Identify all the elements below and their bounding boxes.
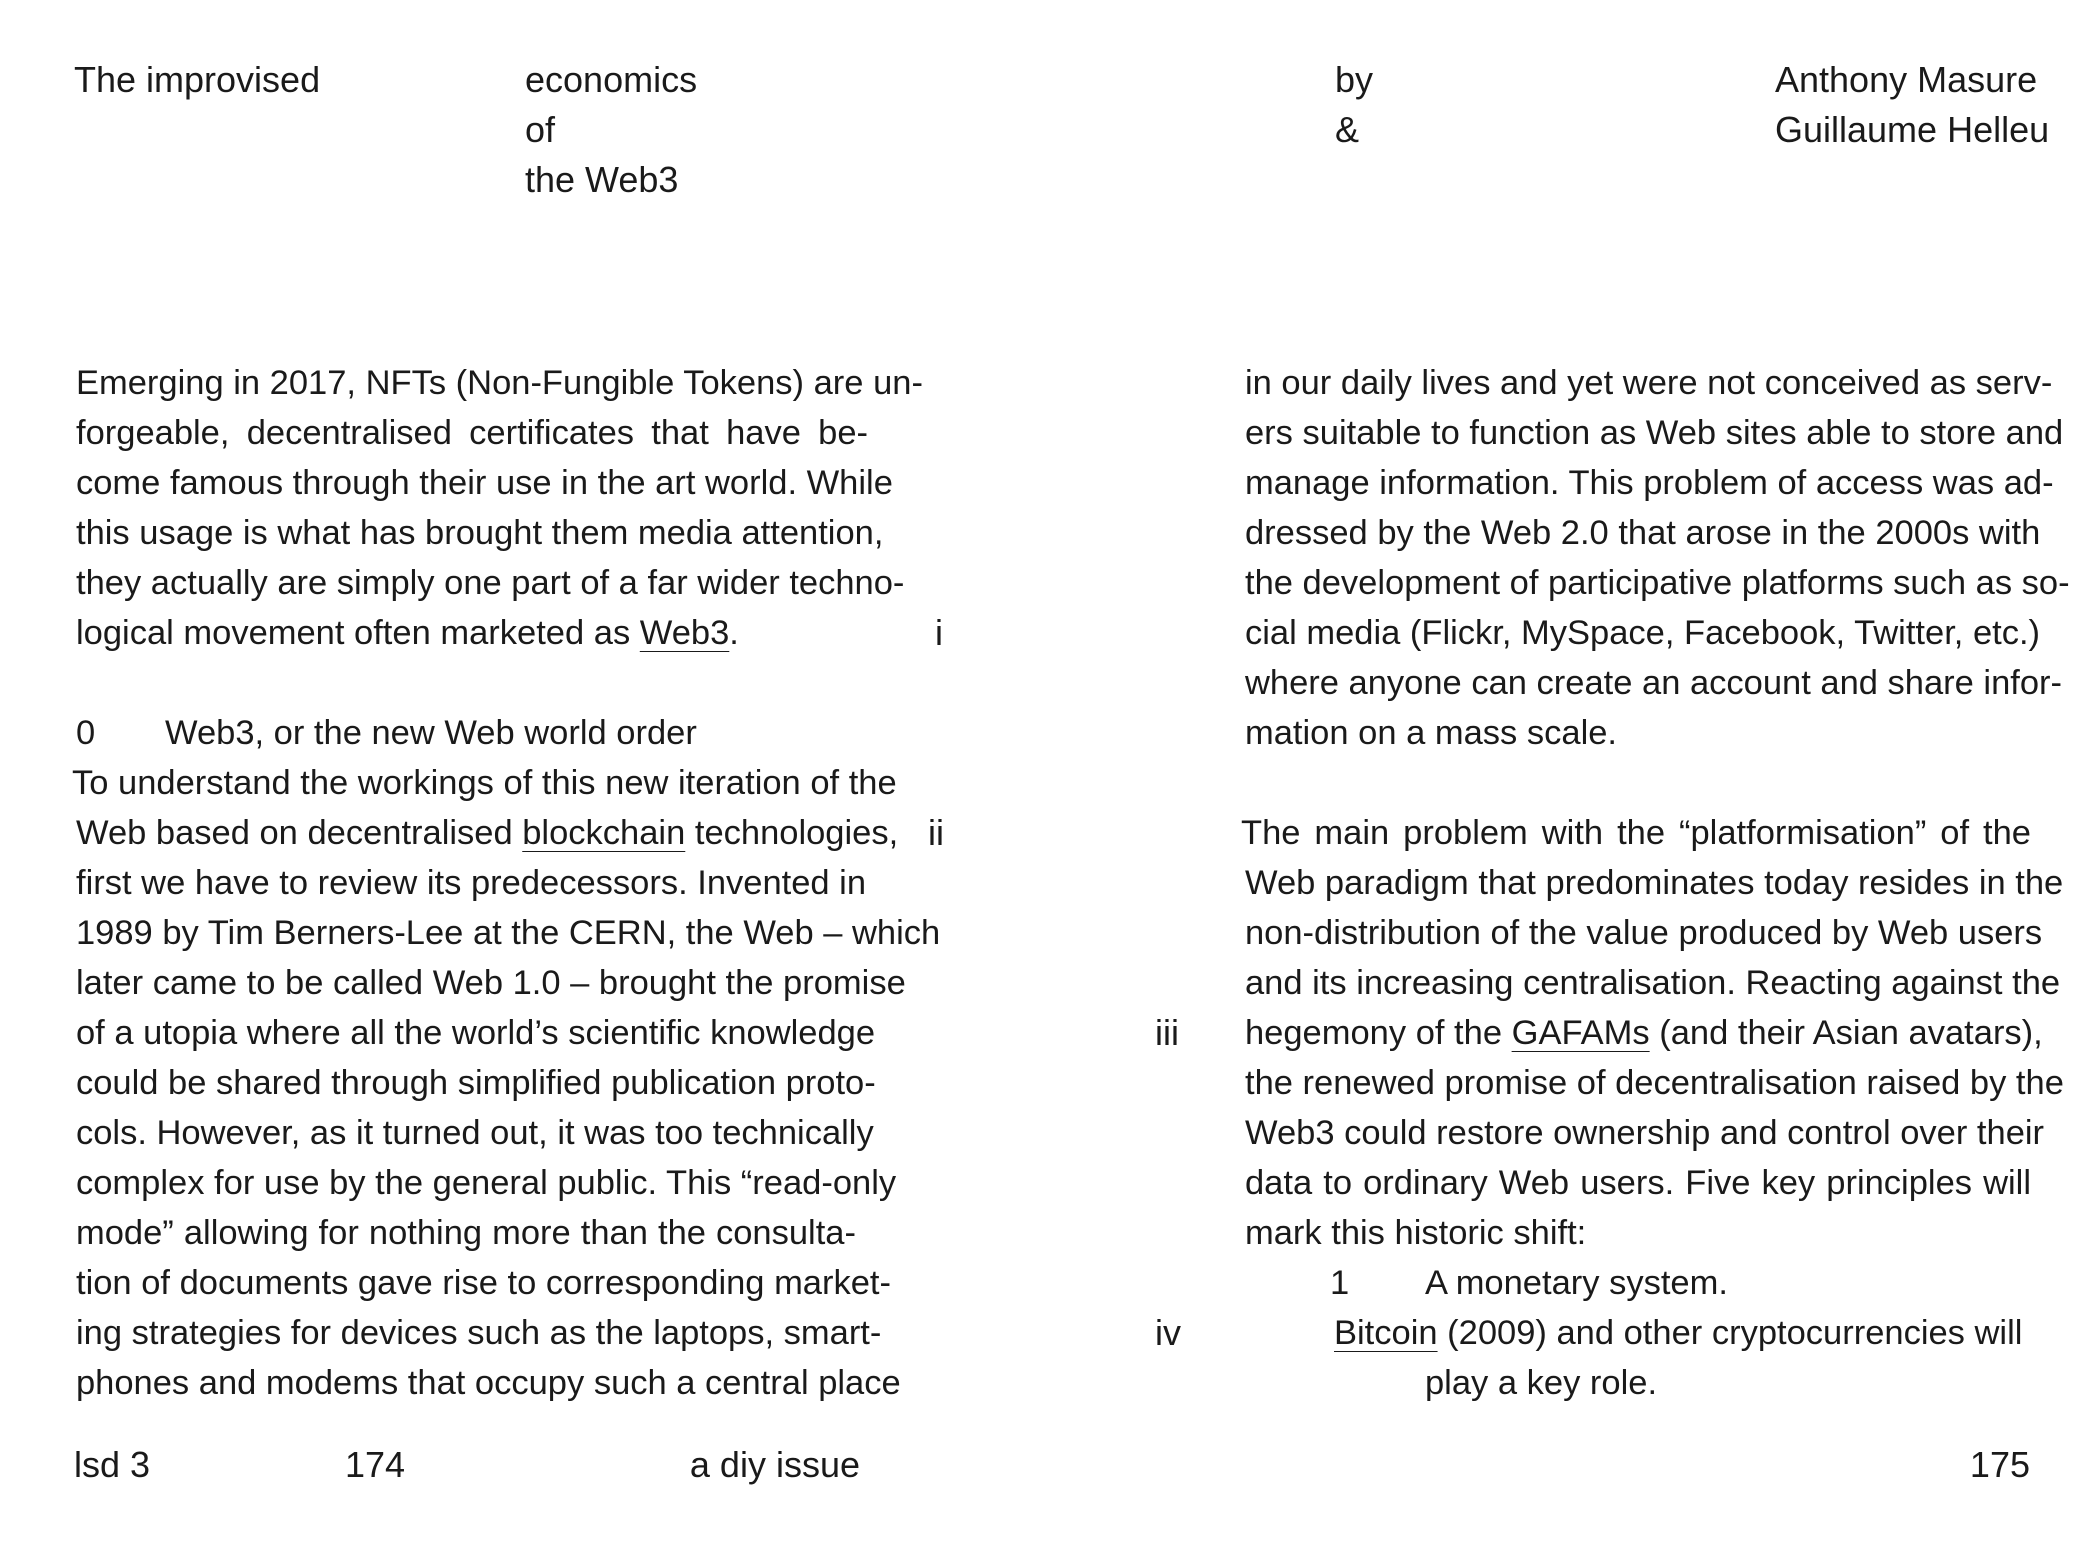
text-line: mation on a mass scale.: [1245, 714, 1618, 752]
page-number-left: 174: [345, 1444, 406, 1485]
author-name-2: Guillaume Helleu: [1775, 109, 2050, 150]
text-line: cial media (Flickr, MySpace, Facebook, Twitter, etc.): [1245, 614, 2041, 652]
text-line: the development of participative platforms such as so-: [1245, 564, 2070, 602]
intro-paragraph: [76, 358, 923, 658]
body-paragraph-left: [72, 758, 899, 858]
note-marker-i[interactable]: i: [935, 612, 943, 653]
text-line: [1245, 1008, 2043, 1058]
bitcoin-glossary-link[interactable]: Bitcoin: [1334, 1314, 1438, 1352]
text-line: ing strategies for devices such as the laptops, smart-: [76, 1314, 882, 1352]
text-line: later came to be called Web 1.0 – brought the promise: [76, 964, 906, 1002]
text-line: dressed by the Web 2.0 that arose in the 2000s with: [1245, 514, 2041, 552]
web3-glossary-link[interactable]: Web3: [639, 614, 730, 652]
text-line: they actually are simply one part of a far wider techno-: [76, 564, 905, 602]
text-segment: hegemony of the: [1245, 1014, 1512, 1052]
text-line: first we have to review its predecessors. Invented in: [76, 864, 867, 902]
text-segment: logical movement often marketed as: [76, 614, 640, 652]
text-line: ers suitable to function as Web sites able to store and: [1245, 414, 2064, 452]
gafams-glossary-link[interactable]: GAFAMs: [1511, 1014, 1650, 1052]
body-paragraph-right-2: [1241, 808, 2064, 1258]
article-title-line3: of: [525, 109, 556, 150]
text-line: phones and modems that occupy such a central place: [76, 1364, 901, 1402]
text-line: the renewed promise of decentralisation raised by the: [1245, 1064, 2064, 1102]
text-line: where anyone can create an account and share infor-: [1245, 664, 2063, 702]
text-line: this usage is what has brought them media attention,: [76, 514, 884, 552]
text-line: manage information. This problem of access was ad-: [1245, 464, 2054, 502]
list-item-title: A monetary system.: [1425, 1264, 1728, 1302]
text-line: The main problem with the “platformisation” of the: [1241, 814, 2031, 852]
text-line: forgeable, decentralised certificates that have be-: [76, 414, 868, 452]
text-line: tion of documents gave rise to corresponding market-: [76, 1264, 891, 1302]
text-line: [76, 808, 899, 858]
note-marker-iii[interactable]: iii: [1155, 1012, 1179, 1053]
issue-tagline: a diy issue: [689, 1444, 860, 1485]
body-paragraph-right-1: [1245, 358, 2070, 758]
article-title-line2: economics: [525, 59, 698, 100]
note-marker-ii[interactable]: ii: [928, 812, 944, 853]
text-segment: technologies,: [685, 814, 899, 852]
text-line: and its increasing centralisation. Reacting against the: [1245, 964, 2061, 1002]
text-line: mark this historic shift:: [1245, 1214, 1587, 1252]
blockchain-glossary-link[interactable]: blockchain: [522, 814, 686, 852]
text-line: To understand the workings of this new iteration of the: [72, 764, 897, 802]
article-title-line1: The improvised: [74, 59, 321, 100]
list-item-number: 1: [1330, 1264, 1350, 1302]
author-name-1: Anthony Masure: [1775, 59, 2038, 100]
text-segment: Web based on decentralised: [76, 814, 523, 852]
text-line: 1989 by Tim Berners-Lee at the CERN, the Web – which: [76, 914, 941, 952]
text-line: in our daily lives and yet were not conceived as serv-: [1245, 364, 2053, 402]
text-line: data to ordinary Web users. Five key principles will: [1245, 1164, 2031, 1202]
section-title: Web3, or the new Web world order: [165, 714, 697, 752]
text-line: come famous through their use in the art world. While: [76, 464, 893, 502]
text-line: [76, 608, 868, 658]
text-line: cols. However, as it turned out, it was too technically: [76, 1114, 874, 1152]
text-segment: (2009) and other cryptocurrencies will: [1437, 1314, 2023, 1352]
article-title-line4: the Web3: [525, 159, 679, 200]
text-line: mode” allowing for nothing more than the consulta-: [76, 1214, 856, 1252]
byline-by: by: [1335, 59, 1374, 100]
text-line: complex for use by the general public. This “read-only: [76, 1164, 897, 1202]
issue-label: lsd 3: [74, 1444, 151, 1485]
page-number-right: 175: [1969, 1444, 2030, 1485]
text-segment: .: [729, 614, 739, 652]
section-number: 0: [76, 714, 96, 752]
note-marker-iv[interactable]: iv: [1155, 1312, 1181, 1353]
text-line: Web3 could restore ownership and control over their: [1245, 1114, 2045, 1152]
text-segment: (and their Asian avatars),: [1649, 1014, 2043, 1052]
text-line: Web paradigm that predominates today resides in the: [1245, 864, 2064, 902]
list-item-line: [1334, 1308, 2022, 1358]
body-paragraph-left-cont: [76, 858, 941, 1408]
text-line: could be shared through simplified publication proto-: [76, 1064, 876, 1102]
text-line: of a utopia where all the world’s scientific knowledge: [76, 1014, 876, 1052]
text-line: Emerging in 2017, NFTs (Non-Fungible Tokens) are un-: [76, 364, 923, 402]
text-line: non-distribution of the value produced by Web users: [1245, 914, 2043, 952]
list-item-line: play a key role.: [1425, 1364, 1658, 1402]
byline-ampersand: &: [1335, 109, 1360, 150]
